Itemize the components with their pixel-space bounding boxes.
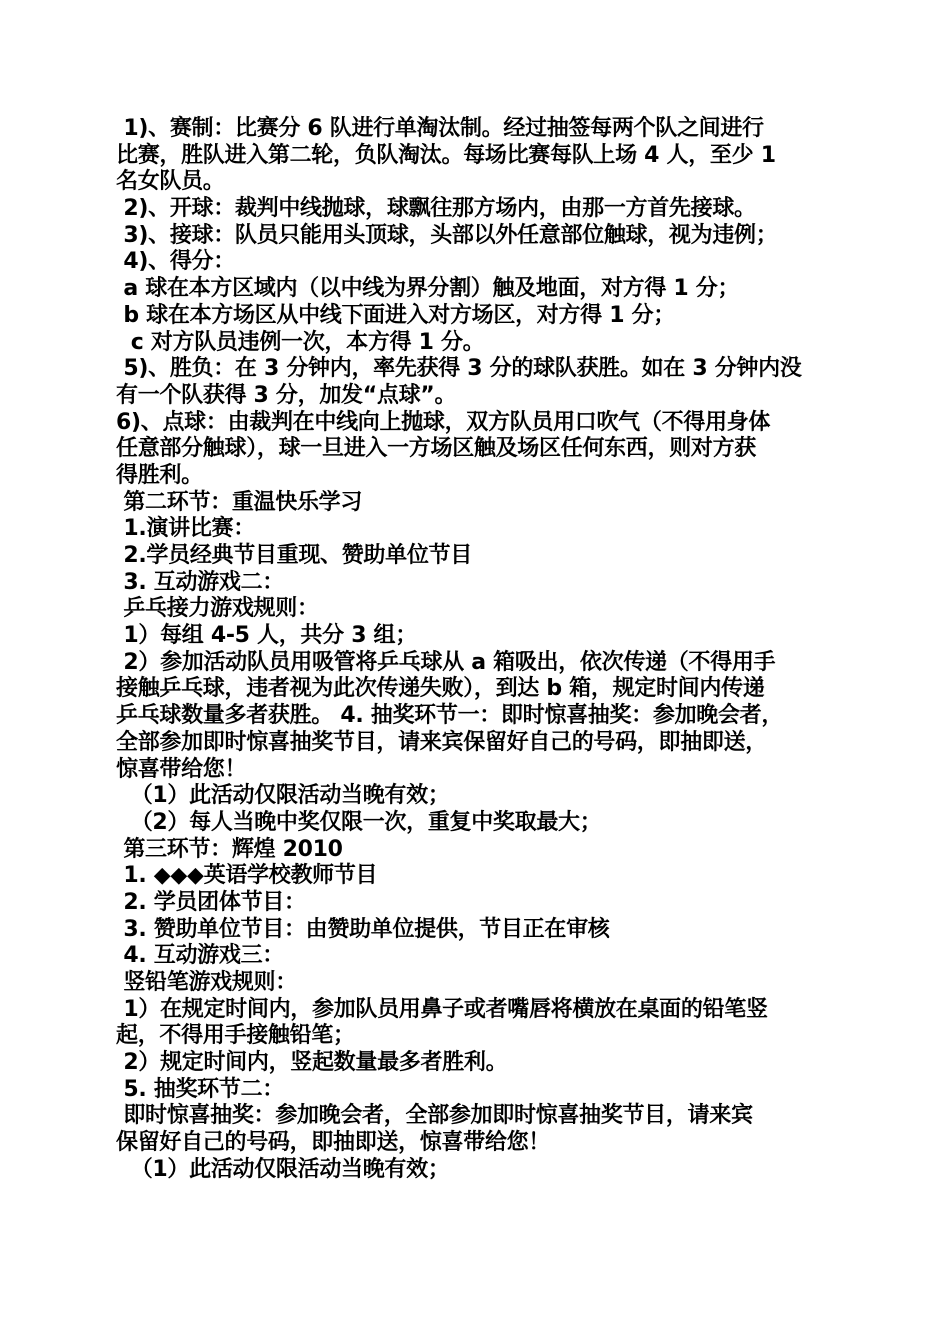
text-line: a 球在本方区域内（以中线为界分割）触及地面，对方得 1 分；	[116, 276, 740, 302]
text-line: 2)、开球：裁判中线抛球，球飘往那方场内，由那一方首先接球。	[116, 196, 756, 222]
text-line: 3)、接球：队员只能用头顶球，头部以外任意部位触球，视为违例；	[116, 222, 778, 248]
text-line: 1. ◆◆◆英语学校教师节目	[116, 863, 378, 889]
text-line: 1）每组 4-5 人，共分 3 组；	[116, 623, 417, 649]
text-line: 接触乒乓球，违者视为此次传递失败），到达 b 箱，规定时间内传递	[116, 676, 765, 702]
text-line: 3. 赞助单位节目：由赞助单位提供，节目正在审核	[116, 916, 610, 942]
text-line: （2）每人当晚中奖仅限一次，重复中奖取最大；	[116, 809, 602, 835]
text-line: 1）在规定时间内，参加队员用鼻子或者嘴唇将横放在桌面的铅笔竖	[116, 996, 768, 1022]
text-line: 起，不得用手接触铅笔；	[116, 1023, 355, 1049]
text-line: （1）此活动仅限活动当晚有效；	[116, 1156, 450, 1182]
text-line: 1.演讲比赛：	[116, 516, 255, 542]
text-line: 竖铅笔游戏规则：	[116, 970, 297, 995]
text-line: 2.学员经典节目重现、赞助单位节目	[116, 543, 472, 568]
text-line: 保留好自己的号码，即抽即送，惊喜带给您！	[116, 1130, 551, 1156]
text-line: b 球在本方场区从中线下面进入对方场区，对方得 1 分；	[116, 302, 675, 328]
text-line: 2. 学员团体节目：	[116, 889, 306, 915]
text-line: 第二环节：重温快乐学习	[116, 489, 363, 515]
text-line: c 对方队员违例一次，本方得 1 分。	[116, 329, 485, 355]
text-line: 有一个队获得 3 分，加发“点球”。	[116, 382, 457, 408]
text-line: 3. 互动游戏二：	[116, 569, 284, 595]
text-line: 任意部分触球），球一旦进入一方场区触及场区任何东西，则对方获	[116, 436, 757, 462]
text-line: 第三环节：辉煌 2010	[116, 836, 343, 862]
text-line: 2）规定时间内，竖起数量最多者胜利。	[116, 1050, 508, 1076]
text-line: 4. 互动游戏三：	[116, 943, 284, 969]
text-line: 乒乓球数量多者获胜。 4. 抽奖环节一：即时惊喜抽奖：参加晚会者，	[116, 703, 784, 729]
text-line: 即时惊喜抽奖：参加晚会者，全部参加即时惊喜抽奖节目，请来宾	[116, 1103, 753, 1129]
text-line: 1)、赛制：比赛分 6 队进行单淘汰制。经过抽签每两个队之间进行	[116, 116, 764, 141]
text-line: 4)、得分：	[116, 249, 235, 275]
text-line: 惊喜带给您！	[116, 756, 247, 782]
text-line: 5. 抽奖环节二：	[116, 1076, 284, 1102]
text-line: 2）参加活动队员用吸管将乒乓球从 a 箱吸出，依次传递（不得用手	[116, 649, 776, 675]
text-line: 6)、点球：由裁判在中线向上抛球，双方队员用口吹气（不得用身体	[116, 409, 771, 435]
text-line: 比赛，胜队进入第二轮，负队淘汰。每场比赛每队上场 4 人，至少 1	[116, 142, 776, 168]
text-line: 5)、胜负：在 3 分钟内，率先获得 3 分的球队获胜。如在 3 分钟内没	[116, 356, 802, 382]
text-line: 乒乓接力游戏规则：	[116, 596, 319, 622]
text-line: 名女队员。	[116, 169, 225, 195]
text-line: 得胜利。	[116, 462, 203, 488]
text-line: 全部参加即时惊喜抽奖节目，请来宾保留好自己的号码，即抽即送，	[116, 729, 768, 755]
document-body	[116, 116, 836, 1184]
text-line: （1）此活动仅限活动当晚有效；	[116, 783, 450, 809]
